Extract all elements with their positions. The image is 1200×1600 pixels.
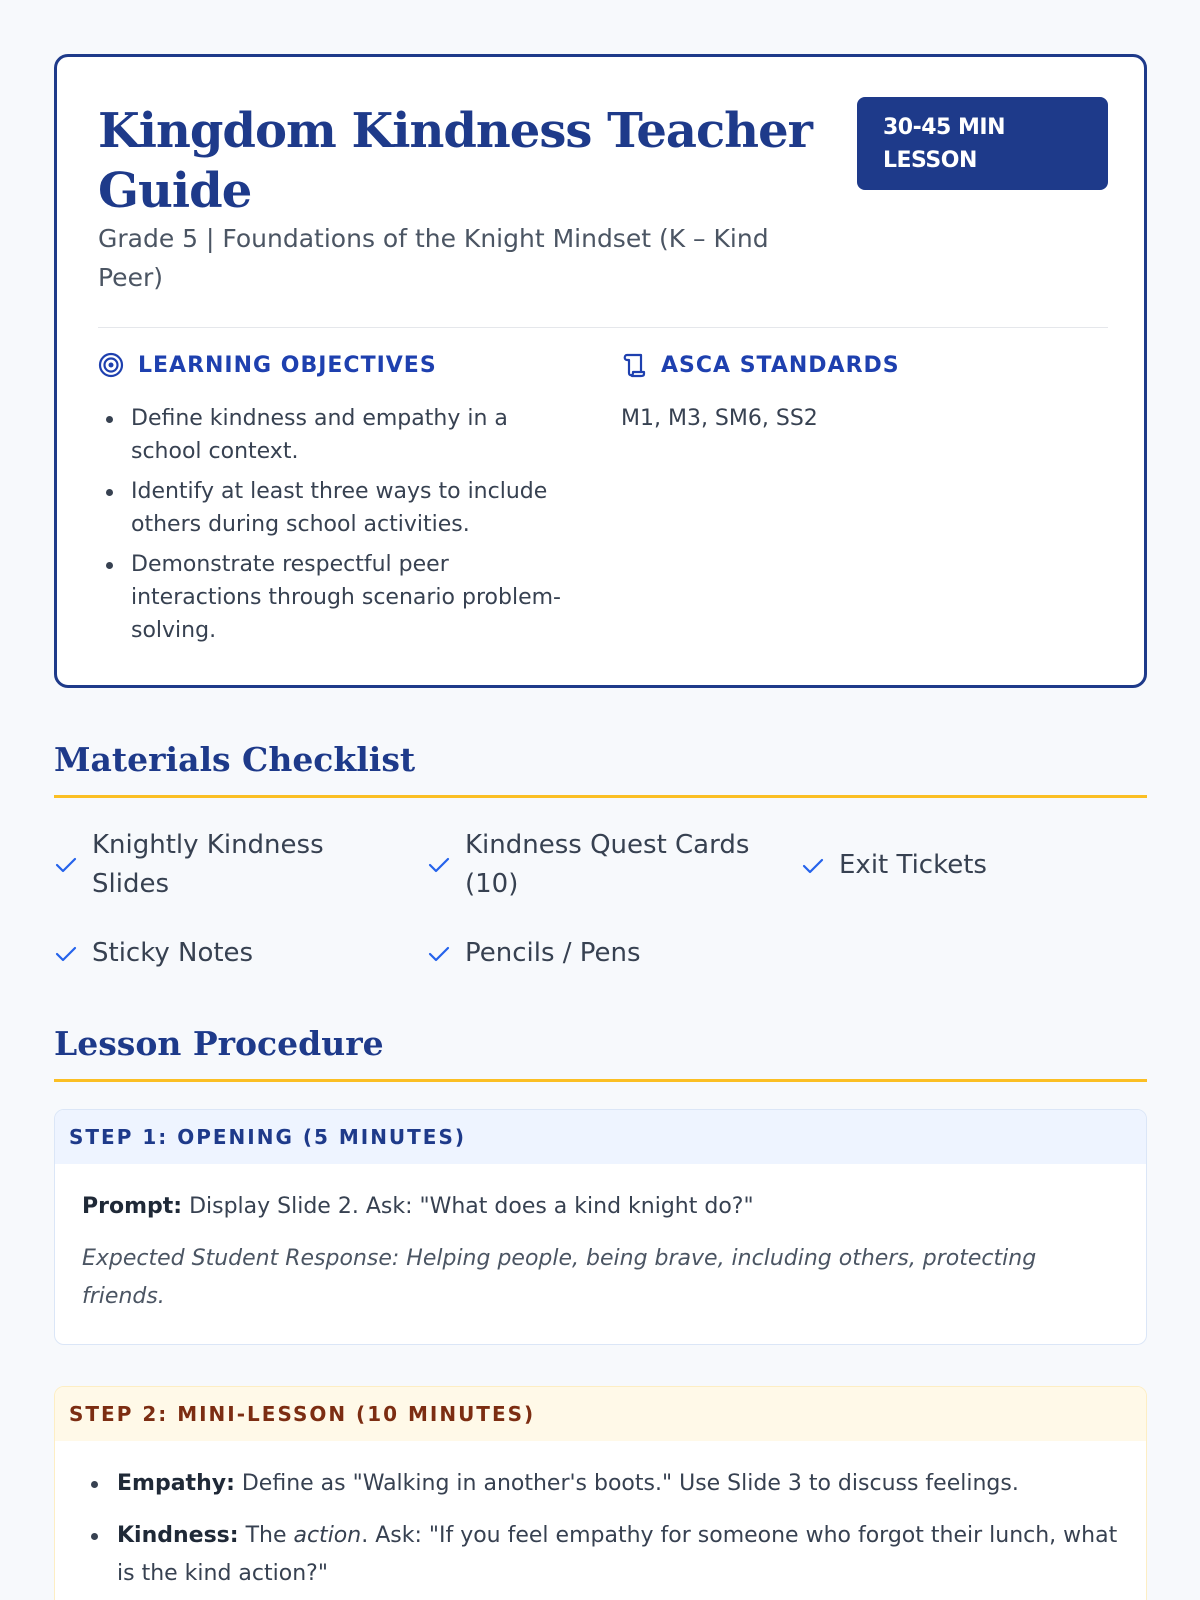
- step-2-card: [54, 1386, 1147, 1600]
- check-icon: [54, 853, 78, 877]
- material-label: Exit Tickets: [839, 850, 987, 880]
- step-2-body: [55, 1441, 1146, 1600]
- step-2-list: [87, 1465, 1119, 1593]
- procedure-title: Lesson Procedure: [54, 1018, 1147, 1082]
- page-subtitle: Grade 5 | Foundations of the Knight Mindset (K – Kind Peer): [98, 224, 769, 292]
- prompt-label: Prompt:: [82, 1194, 183, 1219]
- bullet-text: . Ask: "If you feel empathy for someone who forgot their lunch, what is the kind action?": [117, 1523, 1118, 1586]
- material-item: [427, 934, 757, 973]
- materials-title: Materials Checklist: [54, 734, 1147, 798]
- material-label: Knightly Kindness Slides: [92, 830, 324, 899]
- list-item: Define kindness and empathy in a school context.: [98, 402, 568, 468]
- material-item: [54, 826, 354, 904]
- step-2-heading: STEP 2: MINI-LESSON (10 MINUTES): [55, 1387, 1146, 1441]
- material-label: Pencils / Pens: [465, 938, 641, 968]
- bullet-label: Kindness:: [117, 1523, 239, 1548]
- duration-badge: 30-45 MIN LESSON: [857, 97, 1108, 190]
- material-label: Kindness Quest Cards (10): [465, 830, 750, 899]
- objectives-heading: [98, 352, 437, 378]
- prompt-text: Display Slide 2. Ask: "What does a kind knight do?": [182, 1194, 754, 1219]
- list-item: [87, 1517, 1119, 1593]
- standards-heading-label: ASCA STANDARDS: [661, 352, 900, 378]
- bullet-label: Empathy:: [117, 1471, 235, 1496]
- objectives-heading-label: LEARNING OBJECTIVES: [138, 352, 437, 378]
- list-item: [87, 1465, 1119, 1503]
- material-item: [427, 826, 757, 904]
- card-divider: [98, 327, 1108, 328]
- material-item: [801, 846, 1131, 885]
- step-1-heading: STEP 1: OPENING (5 MINUTES): [55, 1110, 1146, 1164]
- check-icon: [427, 853, 451, 877]
- page-title: Kingdom Kindness Teacher Guide: [98, 103, 812, 219]
- list-item: Demonstrate respectful peer interactions through scenario problem-solving.: [98, 548, 568, 647]
- material-label: Sticky Notes: [92, 938, 254, 968]
- step-1-prompt: [82, 1190, 1119, 1224]
- check-icon: [54, 942, 78, 966]
- material-item: [54, 934, 354, 973]
- standards-heading: [621, 352, 900, 378]
- check-icon: [801, 854, 825, 878]
- bullet-emphasis: action: [293, 1523, 362, 1548]
- standards-text: M1, M3, SM6, SS2: [621, 406, 818, 431]
- objectives-list: [98, 402, 568, 654]
- target-icon: [98, 352, 124, 378]
- scroll-icon: [621, 352, 647, 378]
- lesson-header-card: [54, 54, 1147, 688]
- step-1-body: [55, 1164, 1146, 1342]
- bullet-text: Define as "Walking in another's boots." Use Slide 3 to discuss feelings.: [234, 1471, 1019, 1496]
- check-icon: [427, 942, 451, 966]
- bullet-text: The: [238, 1523, 294, 1548]
- list-item: Identify at least three ways to include others during school activities.: [98, 475, 568, 541]
- step-1-card: [54, 1109, 1147, 1345]
- expected-response: Expected Student Response: Helping people, being brave, including others, protecting friends.: [82, 1246, 1037, 1309]
